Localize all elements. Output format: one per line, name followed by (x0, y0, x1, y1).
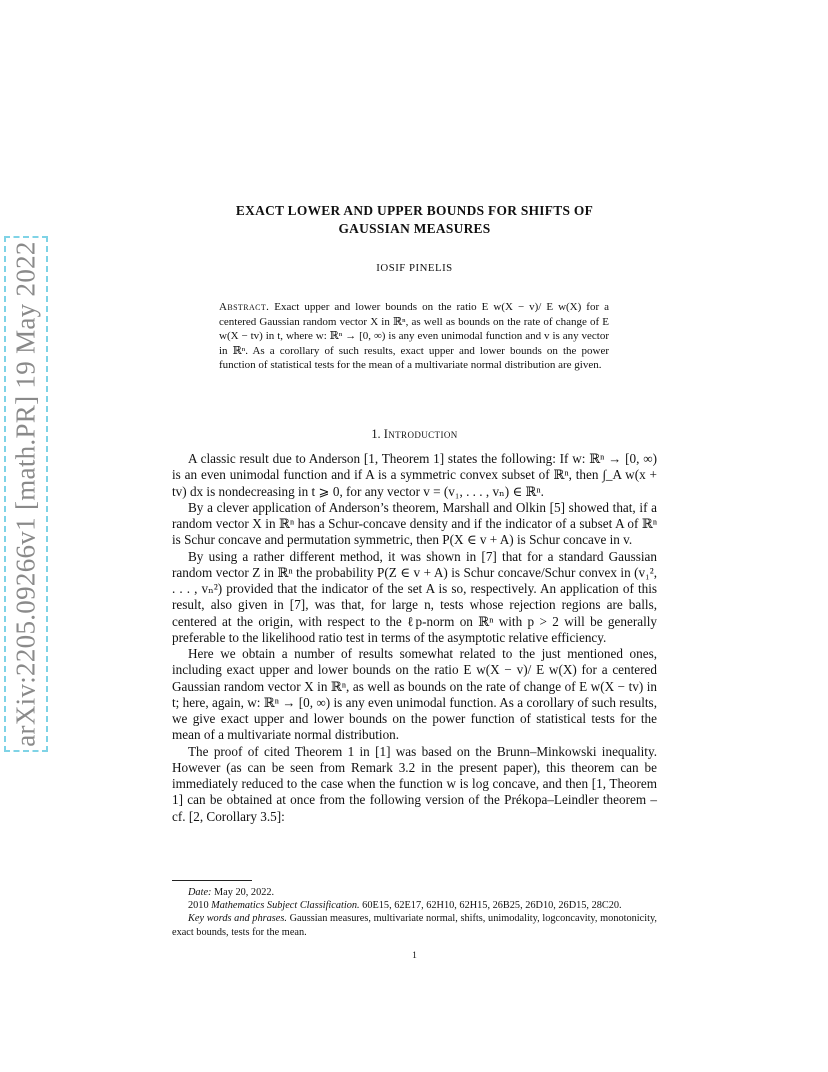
arxiv-identifier-stamp (4, 236, 48, 752)
section-heading (172, 427, 657, 442)
paragraph-3: By using a rather different method, it was shown in [7] that for a standard Gaussian random vector Z in ℝⁿ the probability P(Z ∈ v + A) is Schur concave/Schur convex in (v₁², . . . , vₙ²) provided that the indicator of the set A is so, respectively. An application of this result, also given in [7], was that, for large n, tests whose rejection regions are balls, centered at the origin, with respect to the ℓp-norm on ℝⁿ with p > 2 will be generally preferable to the likelihood ratio test in terms of the asymptotic relative efficiency. (172, 548, 657, 645)
paragraph-1: A classic result due to Anderson [1, Theorem 1] states the following: If w: ℝⁿ → [0, ∞) is an even unimodal function and if A is a symmetric convex subset of ℝⁿ, then ∫_A w(x + tv) dx is nondecreasing in t ⩾ 0, for any vector v = (v₁, . . . , vₙ) ∈ ℝⁿ. (172, 451, 657, 499)
section-body (172, 451, 657, 825)
page-number: 1 (412, 951, 417, 961)
date-value: May 20, 2022. (211, 887, 275, 898)
msc-prefix: 2010 (188, 900, 212, 912)
date-label: Date: (188, 887, 212, 898)
footnote-date (172, 886, 657, 899)
msc-label: Mathematics Subject Classification. (211, 900, 360, 912)
keywords-value: Gaussian measures, multivariate normal, shifts, unimodality, logconcavity, monotonicity, exact bounds, tests for the mean. (172, 913, 657, 938)
title-line-1: EXACT LOWER AND UPPER BOUNDS FOR SHIFTS OF (235, 203, 594, 218)
footnotes (172, 886, 657, 939)
paragraph-2: By a clever application of Anderson’s theorem, Marshall and Olkin [5] showed that, if a random vector X in ℝⁿ has a Schur-concave density and if the indicator of a subset A of ℝⁿ is Schur concave and permutation symmetric, then P(X ∈ v + A) is Schur concave in v. (172, 499, 657, 548)
keywords-label: Key words and phrases. (188, 913, 287, 925)
section-title-text: Introduction (383, 427, 458, 441)
footnote-msc (172, 899, 657, 912)
author-name: IOSIF PINELIS (376, 262, 453, 274)
footnote-keywords (172, 912, 657, 938)
footnote-rule (172, 880, 252, 881)
abstract-text: Exact upper and lower bounds on the ratio E w(X − v)/ E w(X) for a centered Gaussian random vector X in ℝⁿ, as well as bounds on the rate of change of E w(X − tv) in t, where w: ℝⁿ → [0, ∞) is any even unimodal function and v is any vector in ℝⁿ. As a corollary of such results, exact upper and lower bounds on the power function of statistical tests for the mean of a multivariate normal distribution are given. (219, 301, 609, 372)
abstract (219, 300, 609, 373)
arxiv-identifier-text: arXiv:2205.09266v1 [math.PR] 19 May 2022 (10, 241, 41, 747)
paper-title (172, 202, 657, 238)
title-line-2: GAUSSIAN MEASURES (338, 221, 491, 236)
section-number: 1. (371, 427, 381, 441)
msc-value: 60E15, 62E17, 62H10, 62H15, 26B25, 26D10, 26D15, 28C20. (359, 900, 622, 912)
paragraph-5: The proof of cited Theorem 1 in [1] was based on the Brunn–Minkowski inequality. However (as can be seen from Remark 3.2 in the present paper), this theorem can be immediately reduced to the case when the function w is log concave, and then [1, Theorem 1] can be obtained at once from the following version of the Prékopa–Leindler theorem – cf. [2, Corollary 3.5]: (172, 743, 657, 824)
abstract-label: Abstract. (219, 301, 270, 313)
paragraph-4: Here we obtain a number of results somewhat related to the just mentioned ones, including exact upper and lower bounds on the ratio E w(X − v)/ E w(X) for a centered Gaussian random vector X in ℝⁿ, as well as bounds on the rate of change of E w(X − tv) in t; here, again, w: ℝⁿ → [0, ∞) is any even unimodal function. As a corollary of such results, we give exact upper and lower bounds on the power function of statistical tests for the mean of a multivariate normal distribution. (172, 646, 657, 743)
